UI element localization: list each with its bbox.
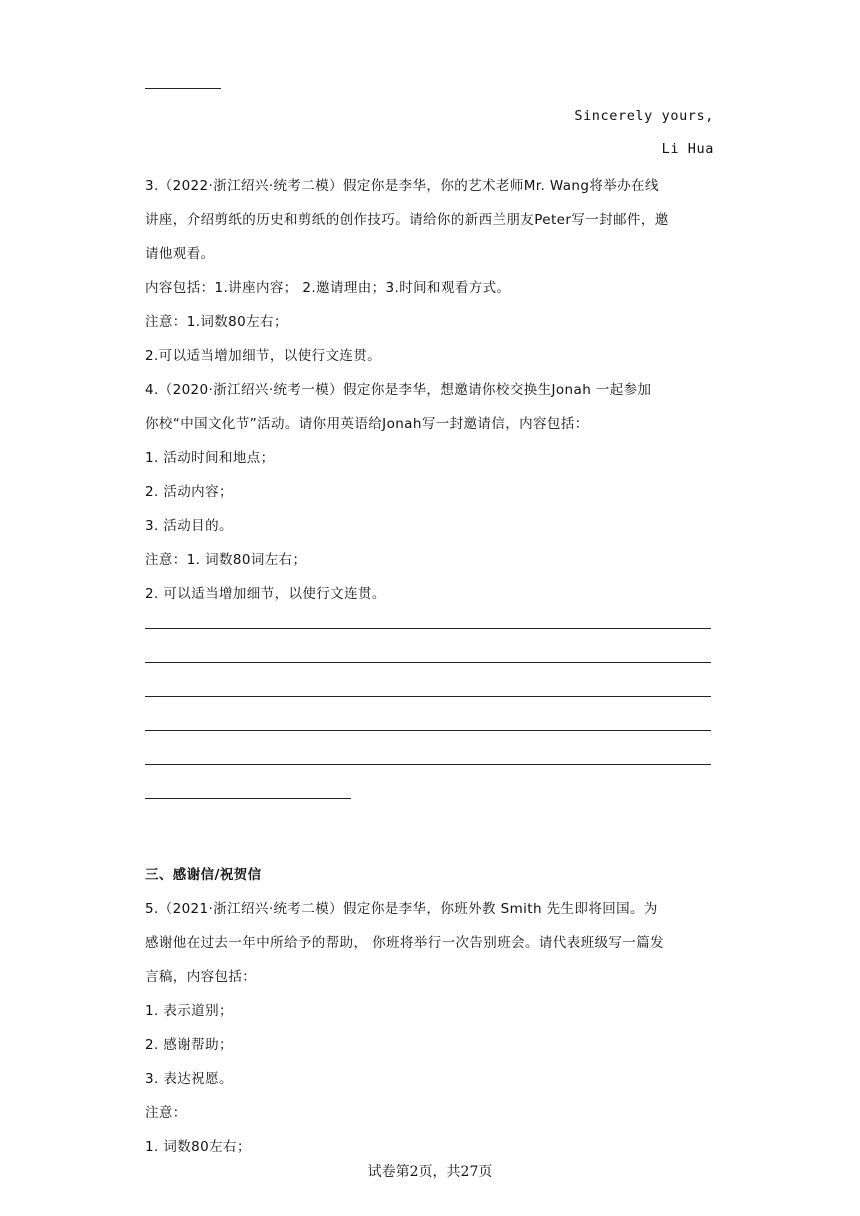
answer-line bbox=[145, 662, 711, 663]
answer-line bbox=[145, 628, 711, 629]
question-3-line: 3.（2022·浙江绍兴·统考二模）假定你是李华，你的艺术老师Mr. Wang将举办在线 bbox=[145, 178, 659, 194]
question-5-line: 感谢他在过去一年中所给予的帮助， 你班将举行一次告别班会。请代表班级写一篇发 bbox=[145, 935, 664, 951]
question-5-line: 5.（2021·浙江绍兴·统考二模）假定你是李华，你班外教 Smith 先生即将回国。为 bbox=[145, 901, 658, 917]
answer-line bbox=[145, 798, 351, 799]
answer-line bbox=[145, 696, 711, 697]
question-4-item: 3. 活动目的。 bbox=[145, 518, 233, 534]
section-heading: 三、感谢信/祝贺信 bbox=[145, 867, 262, 883]
question-5-note: 注意： bbox=[145, 1105, 187, 1121]
letter-signer: Li Hua bbox=[661, 141, 714, 157]
question-3-content: 内容包括：1.讲座内容； 2.邀请理由；3.时间和观看方式。 bbox=[145, 280, 511, 296]
question-4-line: 4.（2020·浙江绍兴·统考一模）假定你是李华，想邀请你校交换生Jonah 一起参加 bbox=[145, 382, 652, 398]
question-5-note: 1. 词数80左右； bbox=[145, 1139, 251, 1155]
answer-line bbox=[145, 764, 711, 765]
question-5-item: 3. 表达祝愿。 bbox=[145, 1071, 233, 1087]
answer-line-end bbox=[145, 88, 221, 89]
question-3-line: 讲座，介绍剪纸的历史和剪纸的创作技巧。请给你的新西兰朋友Peter写一封邮件，邀 bbox=[145, 212, 669, 228]
question-3-note: 2.可以适当增加细节，以使行文连贯。 bbox=[145, 348, 382, 364]
question-4-note: 注意：1. 词数80词左右； bbox=[145, 552, 307, 568]
question-4-note: 2. 可以适当增加细节，以使行文连贯。 bbox=[145, 586, 386, 602]
letter-sign-off: Sincerely yours, bbox=[574, 108, 714, 124]
page-footer: 试卷第2页，共27页 bbox=[367, 1164, 493, 1180]
question-3-note: 注意：1.词数80左右； bbox=[145, 314, 288, 330]
question-3-line: 请他观看。 bbox=[145, 246, 215, 262]
question-4-item: 2. 活动内容； bbox=[145, 484, 233, 500]
question-5-item: 2. 感谢帮助； bbox=[145, 1037, 233, 1053]
answer-line bbox=[145, 730, 711, 731]
question-4-item: 1. 活动时间和地点； bbox=[145, 450, 275, 466]
question-5-item: 1. 表示道别； bbox=[145, 1003, 233, 1019]
question-5-line: 言稿，内容包括： bbox=[145, 969, 257, 985]
question-4-line: 你校“中国文化节”活动。请你用英语给Jonah写一封邀请信，内容包括： bbox=[145, 416, 589, 432]
